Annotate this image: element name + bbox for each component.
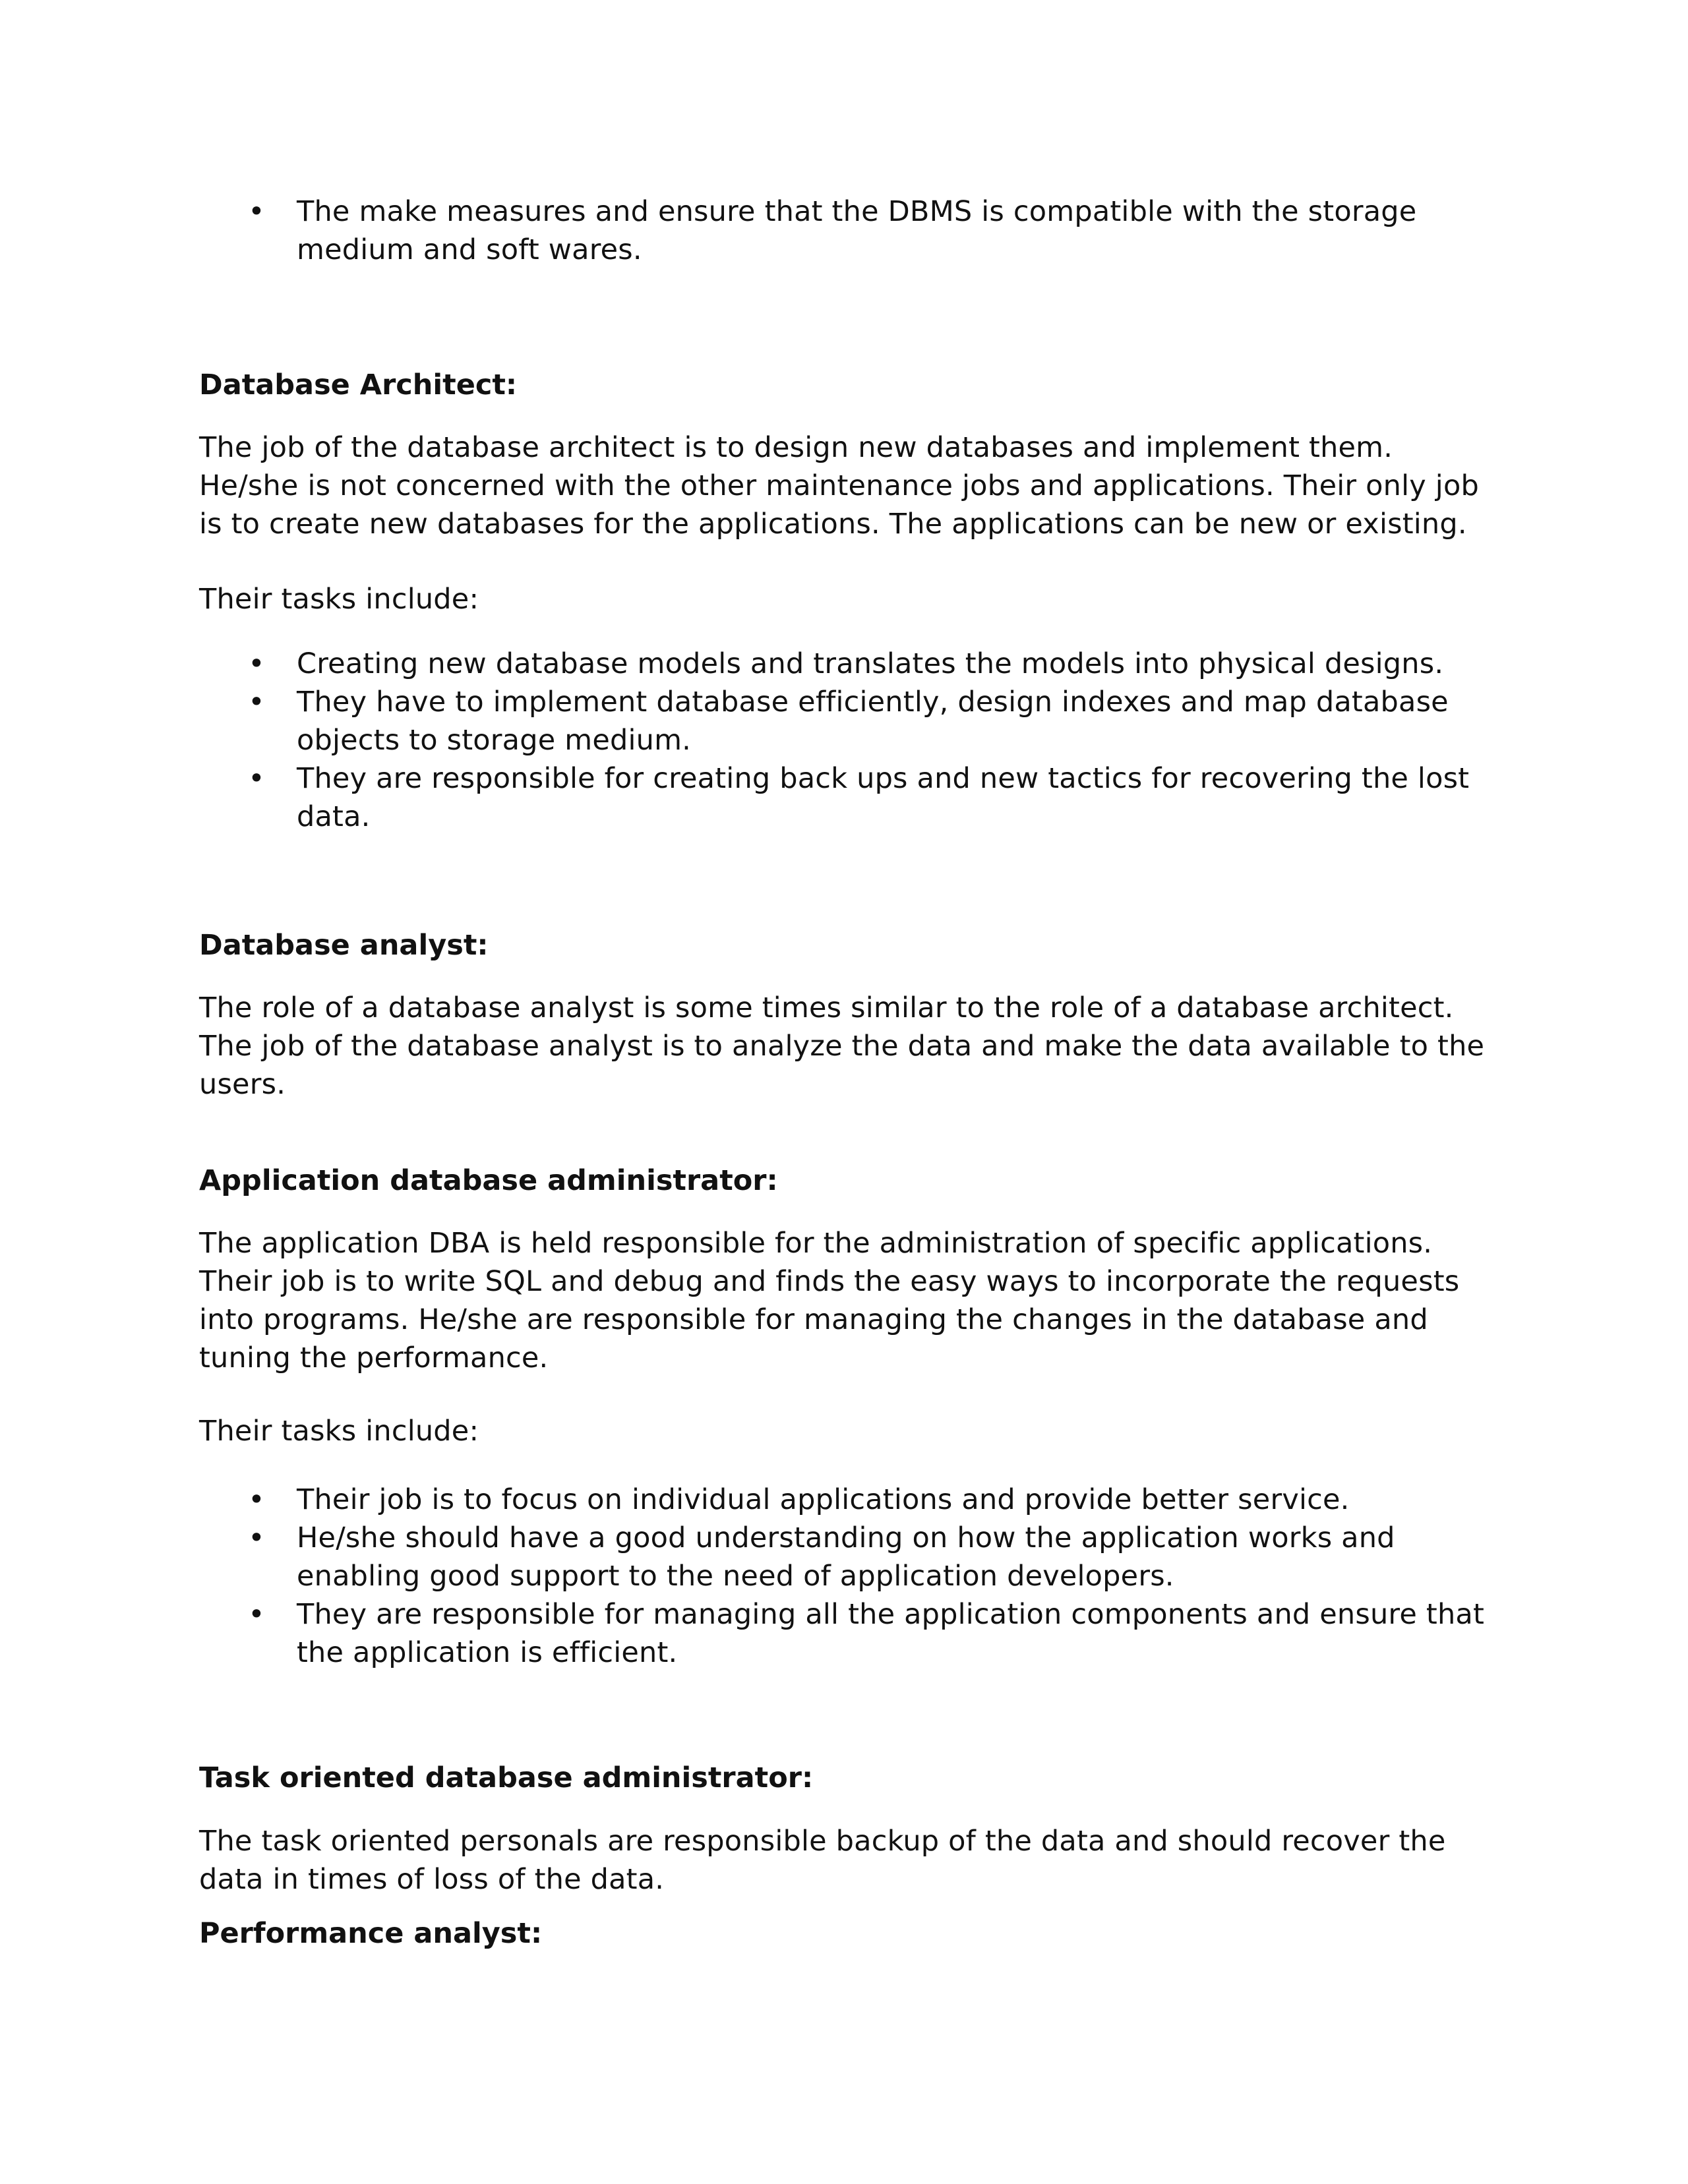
analyst-paragraph-block: [199, 989, 1492, 1104]
section-heading: Task oriented database administrator:: [199, 1761, 814, 1794]
analyst-heading-block: [199, 926, 1492, 964]
list-item-text: The make measures and ensure that the DBMS is compatible with the storage medium and soft wares.: [297, 195, 1417, 266]
bullet-list: [199, 1481, 1492, 1672]
section-heading: Database analyst:: [199, 929, 489, 962]
list-item: [199, 683, 1492, 759]
task-dba-paragraph-block: [199, 1822, 1492, 1899]
tasks-label: Their tasks include:: [199, 1415, 479, 1448]
list-item-text: They are responsible for creating back ups and new tactics for recovering the lost data.: [297, 762, 1470, 833]
architect-paragraph-block: [199, 428, 1492, 543]
section-paragraph: The task oriented personals are responsible backup of the data and should recover the data in times of loss of the data.: [199, 1825, 1446, 1896]
performance-heading-block: [199, 1914, 1492, 1953]
list-item: [199, 1519, 1492, 1595]
bullet-list: [199, 192, 1492, 269]
list-item: [199, 1481, 1492, 1519]
list-item-text: They are responsible for managing all the application components and ensure that the application is efficient.: [297, 1598, 1485, 1669]
bullet-icon: •: [248, 1521, 265, 1554]
list-item: [199, 645, 1492, 683]
bullet-icon: •: [248, 762, 265, 795]
bullet-list: [199, 645, 1492, 836]
architect-task-list-block: [199, 645, 1492, 836]
app-dba-task-list-block: [199, 1481, 1492, 1672]
bullet-icon: •: [248, 647, 265, 680]
list-item: [199, 1595, 1492, 1672]
list-item-text: They have to implement database efficiently, design indexes and map database objects to storage medium.: [297, 686, 1449, 757]
bullet-icon: •: [248, 1483, 265, 1516]
intro-bullet-list: [199, 192, 1492, 269]
app-dba-heading-block: [199, 1162, 1492, 1200]
bullet-icon: •: [248, 686, 265, 719]
section-paragraph: The job of the database architect is to design new databases and implement them. He/she is not concerned with the other maintenance jobs and applications. Their only job is to create new databases for the applications. The applications can be new or existing.: [199, 431, 1479, 541]
section-paragraph: The application DBA is held responsible for the administration of specific applications. Their job is to write SQL and debug and finds the easy ways to incorporate the requests into programs. He/she are responsible for managing the changes in the database and tuning the performance.: [199, 1227, 1460, 1374]
architect-heading-block: [199, 366, 1492, 404]
section-heading: Application database administrator:: [199, 1164, 778, 1197]
list-item: [199, 192, 1492, 269]
tasks-label: Their tasks include:: [199, 583, 479, 616]
task-dba-heading-block: [199, 1759, 1492, 1797]
list-item: [199, 759, 1492, 836]
list-item-text: Creating new database models and translates the models into physical designs.: [297, 647, 1444, 680]
list-item-text: Their job is to focus on individual applications and provide better service.: [297, 1483, 1350, 1516]
section-heading: Database Architect:: [199, 369, 518, 401]
app-dba-paragraph-block: [199, 1224, 1492, 1377]
list-item-text: He/she should have a good understanding on how the application works and enabling good support to the need of application developers.: [297, 1521, 1395, 1593]
architect-tasks-label-block: [199, 580, 1492, 618]
bullet-icon: •: [248, 195, 265, 228]
section-heading: Performance analyst:: [199, 1917, 543, 1950]
section-paragraph: The role of a database analyst is some times similar to the role of a database architect. The job of the database analyst is to analyze the data and make the data available to the users.: [199, 991, 1485, 1101]
app-dba-tasks-label-block: [199, 1412, 1492, 1450]
bullet-icon: •: [248, 1598, 265, 1631]
